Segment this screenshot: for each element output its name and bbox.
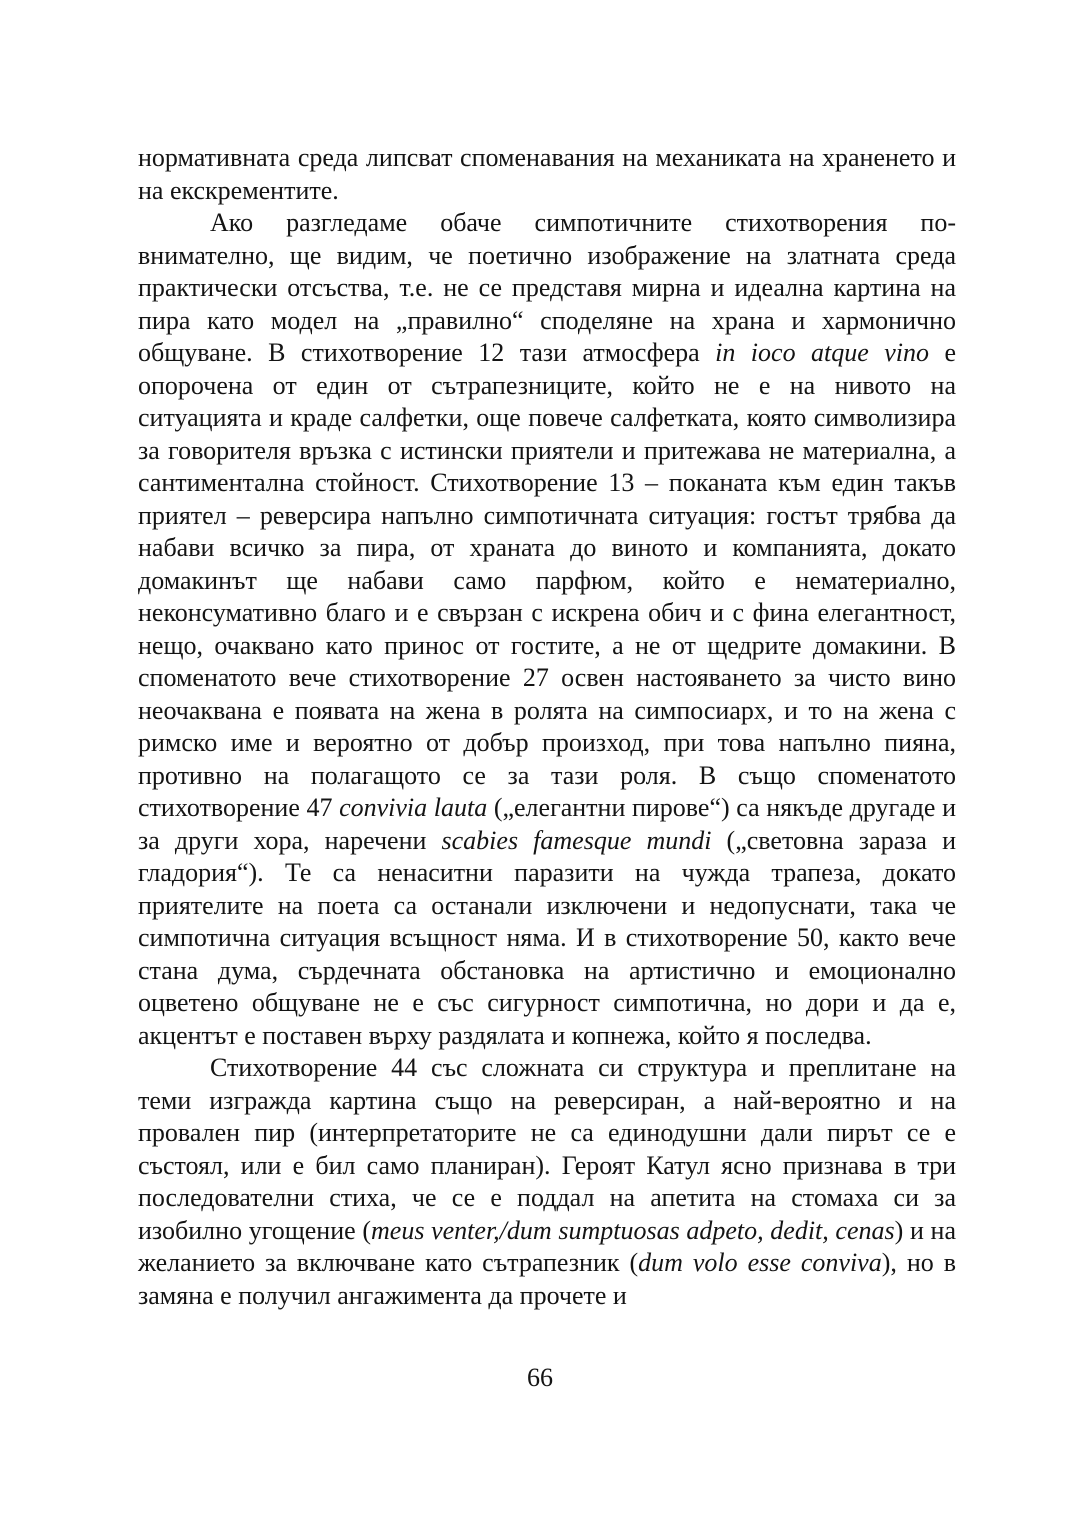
text-run: („елегантни пирове“) са някъде другаде и за други хора, наречени <box>138 793 956 855</box>
latin-quote: in ioco atque vino <box>715 338 930 367</box>
text-run: ), но в замяна е получил ангажимента да прочете и <box>138 1248 957 1310</box>
text-run: („световна зараза и гладория“). Те са ненаситни паразити на чужда трапеза, докато приятелите на поета са останали изключени и недопуснати, така че симпотична ситуация всъщност няма. И в стихотворение 50, както вече стана дума, сърдечната обстановка на артистично и емоционално оцветено общуване не е със сигурност симпотична, но дори и да е, акцентът е поставен върху раздялата и копнежа, който я последва. <box>138 825 956 1050</box>
text-run: е опорочена от един от сътрапезниците, който не е на нивото на ситуацията и краде салфетки, още повече салфетката, която символизира за говорителя връзка с истински приятели и притежава не материална, а сантиментална стойност. Стихотворение 13 – поканата към един такъв приятел – реверсира напълно симпотичната ситуация: гостът трябва да набави всичко за пира, от храната до виното и компанията, докато домакинът ще набави само парфюм, който е нематериално, неконсумативно благо и е свързан с искрена обич и с фина елегантност, нещо, очаквано като принос от гостите, а не от щедрите домакини. В споменатото вече стихотворение 27 освен настояването за чисто вино неочаквана е появата на жена в ролята на симпосиарх, и то на жена с римско име и вероятно от добър произход, при това напълно пияна, противно на полагащото се за тази роля. В също споменатото стихотворение 47 <box>138 338 957 822</box>
latin-quote: dum volo esse conviva <box>638 1248 882 1277</box>
latin-quote: convivia lauta <box>339 793 488 822</box>
page-number: 66 <box>527 1363 553 1392</box>
document-body <box>138 142 956 1312</box>
text-run: Стихотворение 44 със сложната си структура и преплитане на теми изгражда картина също на реверсиран, а най-вероятно и на провален пир (интерпретаторите не са единодушни дали пирът се е състоял, или е бил само планиран). Героят Катул ясно признава в три последователни стиха, че се е поддал на апетита на стомаха си за изобилно угощение ( <box>138 1053 956 1245</box>
paragraph <box>138 142 956 207</box>
text-run: Ако разгледаме обаче симпотичните стихотворения по-внимателно, ще видим, че поетично изображение на златната среда практически отсъства, т.е. не се представя мирна и идеална картина на пира като модел на „правилно“ споделяне на храна и хармонично общуване. В стихотворение 12 тази атмосфера <box>138 208 956 367</box>
text-run: ) и на желанието за включване като сътрапезник ( <box>138 1215 956 1277</box>
latin-quote: meus venter,/dum sumptuosas adpeto, dedit, cenas <box>371 1215 895 1245</box>
text-run: нормативната среда липсват споменавания на механиката на храненето и на екскрементите. <box>138 143 956 205</box>
paragraph <box>138 1052 956 1312</box>
paragraph <box>138 207 956 1052</box>
latin-quote: scabies famesque mundi <box>441 825 712 855</box>
